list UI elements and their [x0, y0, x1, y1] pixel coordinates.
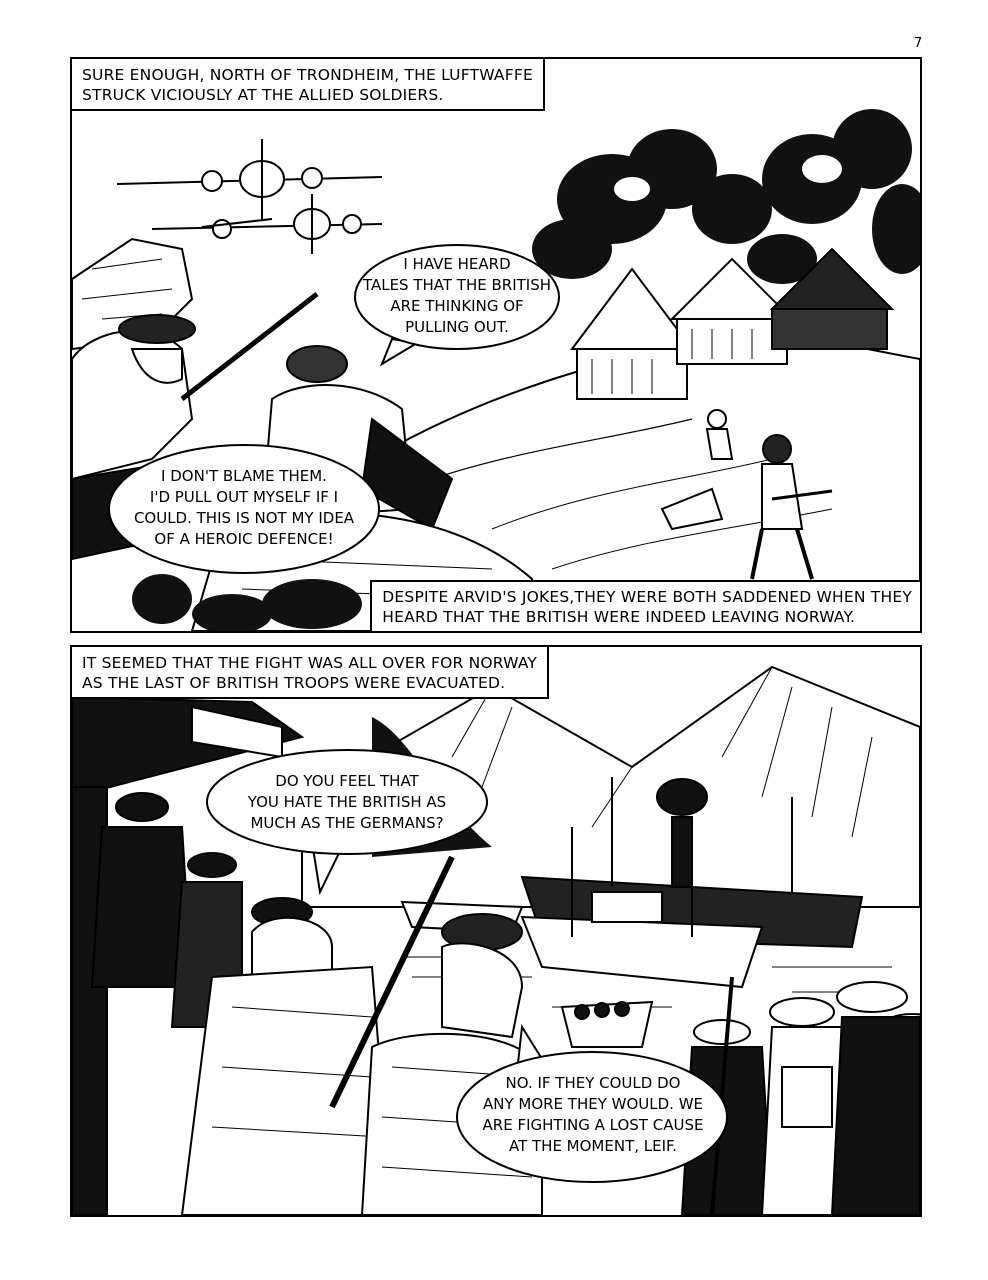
speech-bubble-2-text: I DON'T BLAME THEM. I'D PULL OUT MYSELF IF I COULD. THIS IS NOT MY IDEA OF A HEROIC DEFENCE!	[133, 467, 355, 548]
caption-panel-2-top: IT SEEMED THAT THE FIGHT WAS ALL OVER FOR NORWAY AS THE LAST OF BRITISH TROOPS WERE EVACUATED.	[72, 647, 549, 699]
speech-bubble-4-text: NO. IF THEY COULD DO ANY MORE THEY WOULD. WE ARE FIGHTING A LOST CAUSE AT THE MOMENT, LEIF.	[482, 1074, 704, 1155]
comic-panel-2	[70, 645, 922, 1217]
speech-bubble-3-text: DO YOU FEEL THAT YOU HATE THE BRITISH AS MUCH AS THE GERMANS?	[247, 772, 447, 832]
comic-panel-1	[70, 57, 922, 633]
rowboat	[562, 1002, 652, 1047]
caption-panel-1-bottom: DESPITE ARVID'S JOKES,THEY WERE BOTH SADDENED WHEN THEY HEARD THAT THE BRITISH WERE INDEED LEAVING NORWAY.	[370, 580, 920, 631]
smoke-clouds	[532, 109, 920, 284]
caption-panel-1-top: SURE ENOUGH, NORTH OF TRONDHEIM, THE LUFTWAFFE STRUCK VICIOUSLY AT THE ALLIED SOLDIERS.	[72, 59, 545, 111]
luftwaffe-bombers	[117, 139, 382, 254]
page-number: 7	[914, 36, 923, 51]
speech-bubble-1-text: I HAVE HEARD TALES THAT THE BRITISH ARE THINKING OF PULLING OUT.	[362, 255, 552, 336]
